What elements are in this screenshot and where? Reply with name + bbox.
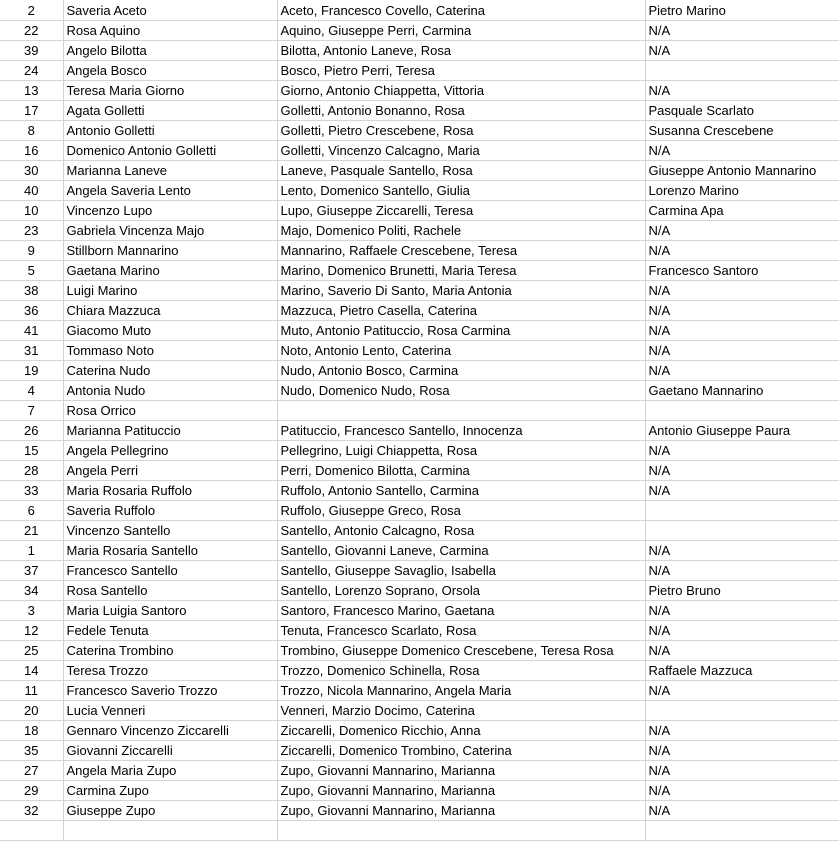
- cell-name[interactable]: Tommaso Noto: [63, 340, 277, 360]
- cell-parents[interactable]: Lupo, Giuseppe Ziccarelli, Teresa: [277, 200, 645, 220]
- cell-godparent[interactable]: N/A: [645, 780, 839, 800]
- table-row: [0, 340, 839, 360]
- cell-name[interactable]: Saveria Ruffolo: [63, 500, 277, 520]
- cell-godparent[interactable]: N/A: [645, 560, 839, 580]
- cell-name[interactable]: Angelo Bilotta: [63, 40, 277, 60]
- cell-godparent[interactable]: N/A: [645, 280, 839, 300]
- cell-number[interactable]: 26: [0, 420, 63, 440]
- table-row: [0, 600, 839, 620]
- cell-godparent[interactable]: Raffaele Mazzuca: [645, 660, 839, 680]
- table-row: [0, 160, 839, 180]
- cell-number[interactable]: 17: [0, 100, 63, 120]
- cell-number[interactable]: 10: [0, 200, 63, 220]
- cell-parents[interactable]: Golletti, Vincenzo Calcagno, Maria: [277, 140, 645, 160]
- table-row: [0, 780, 839, 800]
- cell-number[interactable]: 38: [0, 280, 63, 300]
- cell-name[interactable]: Stillborn Mannarino: [63, 240, 277, 260]
- cell-number[interactable]: 29: [0, 780, 63, 800]
- cell-name[interactable]: Angela Maria Zupo: [63, 760, 277, 780]
- cell-parents[interactable]: Lento, Domenico Santello, Giulia: [277, 180, 645, 200]
- cell-name[interactable]: Saveria Aceto: [63, 0, 277, 20]
- cell-number[interactable]: 15: [0, 440, 63, 460]
- cell-name[interactable]: Maria Rosaria Ruffolo: [63, 480, 277, 500]
- table-row: [0, 480, 839, 500]
- cell-name[interactable]: Francesco Santello: [63, 560, 277, 580]
- cell-parents[interactable]: Bilotta, Antonio Laneve, Rosa: [277, 40, 645, 60]
- cell-parents[interactable]: Golletti, Pietro Crescebene, Rosa: [277, 120, 645, 140]
- cell-parents[interactable]: Laneve, Pasquale Santello, Rosa: [277, 160, 645, 180]
- cell-name[interactable]: Vincenzo Santello: [63, 520, 277, 540]
- cell-number[interactable]: 2: [0, 0, 63, 20]
- cell-parents[interactable]: Aquino, Giuseppe Perri, Carmina: [277, 20, 645, 40]
- table-row: [0, 280, 839, 300]
- cell-name[interactable]: Francesco Saverio Trozzo: [63, 680, 277, 700]
- cell-parents[interactable]: Golletti, Antonio Bonanno, Rosa: [277, 100, 645, 120]
- table-row: [0, 100, 839, 120]
- table-row: [0, 20, 839, 40]
- cell-number[interactable]: 6: [0, 500, 63, 520]
- cell-number[interactable]: 5: [0, 260, 63, 280]
- cell-number[interactable]: 27: [0, 760, 63, 780]
- cell-godparent[interactable]: N/A: [645, 20, 839, 40]
- cell-godparent[interactable]: N/A: [645, 600, 839, 620]
- cell-godparent[interactable]: N/A: [645, 680, 839, 700]
- cell-name[interactable]: Giovanni Ziccarelli: [63, 740, 277, 760]
- cell-godparent[interactable]: N/A: [645, 740, 839, 760]
- cell-godparent[interactable]: Pietro Marino: [645, 0, 839, 20]
- cell-godparent[interactable]: Carmina Apa: [645, 200, 839, 220]
- cell-name[interactable]: Domenico Antonio Golletti: [63, 140, 277, 160]
- cell-number[interactable]: 41: [0, 320, 63, 340]
- table-row: [0, 800, 839, 820]
- cell-parents[interactable]: Pellegrino, Luigi Chiappetta, Rosa: [277, 440, 645, 460]
- cell-number[interactable]: 32: [0, 800, 63, 820]
- cell-name[interactable]: Maria Luigia Santoro: [63, 600, 277, 620]
- cell-number[interactable]: 35: [0, 740, 63, 760]
- table-row: [0, 180, 839, 200]
- cell-godparent[interactable]: N/A: [645, 640, 839, 660]
- cell-godparent[interactable]: N/A: [645, 720, 839, 740]
- cell-godparent[interactable]: N/A: [645, 220, 839, 240]
- cell-godparent[interactable]: N/A: [645, 320, 839, 340]
- cell-name[interactable]: Gabriela Vincenza Majo: [63, 220, 277, 240]
- cell-godparent[interactable]: Lorenzo Marino: [645, 180, 839, 200]
- cell-parents[interactable]: Trombino, Giuseppe Domenico Crescebene, Teresa Rosa: [277, 640, 645, 660]
- table-row: [0, 700, 839, 720]
- cell-number[interactable]: 9: [0, 240, 63, 260]
- cell-godparent[interactable]: [645, 500, 839, 520]
- cell-parents[interactable]: Mannarino, Raffaele Crescebene, Teresa: [277, 240, 645, 260]
- cell-parents[interactable]: Santello, Giuseppe Savaglio, Isabella: [277, 560, 645, 580]
- empty-cell[interactable]: [277, 820, 645, 840]
- table-row: [0, 0, 839, 20]
- table-row: [0, 740, 839, 760]
- cell-number[interactable]: 25: [0, 640, 63, 660]
- cell-godparent[interactable]: N/A: [645, 360, 839, 380]
- cell-godparent[interactable]: N/A: [645, 300, 839, 320]
- cell-name[interactable]: Angela Saveria Lento: [63, 180, 277, 200]
- cell-godparent[interactable]: Giuseppe Antonio Mannarino: [645, 160, 839, 180]
- cell-name[interactable]: Rosa Orrico: [63, 400, 277, 420]
- cell-name[interactable]: Agata Golletti: [63, 100, 277, 120]
- cell-parents[interactable]: Santello, Lorenzo Soprano, Orsola: [277, 580, 645, 600]
- cell-parents[interactable]: Ziccarelli, Domenico Ricchio, Anna: [277, 720, 645, 740]
- cell-name[interactable]: Marianna Laneve: [63, 160, 277, 180]
- table-row: [0, 220, 839, 240]
- cell-name[interactable]: Rosa Santello: [63, 580, 277, 600]
- cell-number[interactable]: 40: [0, 180, 63, 200]
- cell-godparent[interactable]: [645, 520, 839, 540]
- cell-number[interactable]: 39: [0, 40, 63, 60]
- cell-parents[interactable]: Noto, Antonio Lento, Caterina: [277, 340, 645, 360]
- cell-godparent[interactable]: N/A: [645, 140, 839, 160]
- cell-number[interactable]: 37: [0, 560, 63, 580]
- cell-parents[interactable]: Trozzo, Nicola Mannarino, Angela Maria: [277, 680, 645, 700]
- cell-number[interactable]: 19: [0, 360, 63, 380]
- cell-name[interactable]: Rosa Aquino: [63, 20, 277, 40]
- cell-number[interactable]: 11: [0, 680, 63, 700]
- cell-godparent[interactable]: Antonio Giuseppe Paura: [645, 420, 839, 440]
- cell-number[interactable]: 34: [0, 580, 63, 600]
- table-row: [0, 620, 839, 640]
- cell-number[interactable]: 8: [0, 120, 63, 140]
- table-row: [0, 200, 839, 220]
- cell-number[interactable]: 30: [0, 160, 63, 180]
- table-row: [0, 260, 839, 280]
- cell-parents[interactable]: Perri, Domenico Bilotta, Carmina: [277, 460, 645, 480]
- table-row: [0, 140, 839, 160]
- cell-parents[interactable]: Patituccio, Francesco Santello, Innocenza: [277, 420, 645, 440]
- table-row: [0, 580, 839, 600]
- cell-name[interactable]: Chiara Mazzuca: [63, 300, 277, 320]
- cell-number[interactable]: 22: [0, 20, 63, 40]
- table-row: [0, 60, 839, 80]
- cell-godparent[interactable]: Pasquale Scarlato: [645, 100, 839, 120]
- cell-parents[interactable]: Aceto, Francesco Covello, Caterina: [277, 0, 645, 20]
- cell-parents[interactable]: Tenuta, Francesco Scarlato, Rosa: [277, 620, 645, 640]
- cell-name[interactable]: Angela Bosco: [63, 60, 277, 80]
- cell-name[interactable]: Gennaro Vincenzo Ziccarelli: [63, 720, 277, 740]
- cell-number[interactable]: 20: [0, 700, 63, 720]
- cell-name[interactable]: Caterina Trombino: [63, 640, 277, 660]
- cell-number[interactable]: 1: [0, 540, 63, 560]
- cell-name[interactable]: Angela Perri: [63, 460, 277, 480]
- table-row: [0, 720, 839, 740]
- cell-number[interactable]: 4: [0, 380, 63, 400]
- cell-godparent[interactable]: N/A: [645, 540, 839, 560]
- cell-parents[interactable]: Santello, Antonio Calcagno, Rosa: [277, 520, 645, 540]
- cell-name[interactable]: Teresa Maria Giorno: [63, 80, 277, 100]
- table-row: [0, 80, 839, 100]
- cell-parents[interactable]: Zupo, Giovanni Mannarino, Marianna: [277, 800, 645, 820]
- table-row: [0, 540, 839, 560]
- table-row: [0, 760, 839, 780]
- cell-name[interactable]: Luigi Marino: [63, 280, 277, 300]
- cell-number[interactable]: 18: [0, 720, 63, 740]
- cell-number[interactable]: 13: [0, 80, 63, 100]
- cell-parents[interactable]: Mazzuca, Pietro Casella, Caterina: [277, 300, 645, 320]
- cell-godparent[interactable]: N/A: [645, 40, 839, 60]
- cell-parents[interactable]: Trozzo, Domenico Schinella, Rosa: [277, 660, 645, 680]
- cell-parents[interactable]: Ziccarelli, Domenico Trombino, Caterina: [277, 740, 645, 760]
- table-row: [0, 520, 839, 540]
- cell-number[interactable]: 36: [0, 300, 63, 320]
- cell-parents[interactable]: Muto, Antonio Patituccio, Rosa Carmina: [277, 320, 645, 340]
- cell-parents[interactable]: Venneri, Marzio Docimo, Caterina: [277, 700, 645, 720]
- cell-godparent[interactable]: N/A: [645, 620, 839, 640]
- empty-cell[interactable]: [645, 820, 839, 840]
- cell-parents[interactable]: Nudo, Antonio Bosco, Carmina: [277, 360, 645, 380]
- cell-number[interactable]: 23: [0, 220, 63, 240]
- table-row: [0, 680, 839, 700]
- cell-name[interactable]: Caterina Nudo: [63, 360, 277, 380]
- cell-name[interactable]: Antonia Nudo: [63, 380, 277, 400]
- cell-godparent[interactable]: Francesco Santoro: [645, 260, 839, 280]
- cell-name[interactable]: Fedele Tenuta: [63, 620, 277, 640]
- cell-name[interactable]: Vincenzo Lupo: [63, 200, 277, 220]
- cell-parents[interactable]: Marino, Saverio Di Santo, Maria Antonia: [277, 280, 645, 300]
- cell-parents[interactable]: Marino, Domenico Brunetti, Maria Teresa: [277, 260, 645, 280]
- table-row: [0, 460, 839, 480]
- cell-godparent[interactable]: N/A: [645, 800, 839, 820]
- table-row: [0, 320, 839, 340]
- cell-parents[interactable]: Giorno, Antonio Chiappetta, Vittoria: [277, 80, 645, 100]
- cell-godparent[interactable]: N/A: [645, 760, 839, 780]
- table-row: [0, 560, 839, 580]
- cell-godparent[interactable]: N/A: [645, 480, 839, 500]
- cell-number[interactable]: 7: [0, 400, 63, 420]
- cell-name[interactable]: Maria Rosaria Santello: [63, 540, 277, 560]
- empty-cell[interactable]: [63, 820, 277, 840]
- cell-godparent[interactable]: Gaetano Mannarino: [645, 380, 839, 400]
- cell-parents[interactable]: Santello, Giovanni Laneve, Carmina: [277, 540, 645, 560]
- cell-godparent[interactable]: Pietro Bruno: [645, 580, 839, 600]
- table-row: [0, 360, 839, 380]
- cell-number[interactable]: 12: [0, 620, 63, 640]
- cell-godparent[interactable]: [645, 60, 839, 80]
- table-row: [0, 440, 839, 460]
- table-row: [0, 40, 839, 60]
- cell-godparent[interactable]: N/A: [645, 440, 839, 460]
- cell-parents[interactable]: Zupo, Giovanni Mannarino, Marianna: [277, 760, 645, 780]
- cell-number[interactable]: 14: [0, 660, 63, 680]
- table-row: [0, 240, 839, 260]
- table-row: [0, 120, 839, 140]
- table-row: [0, 420, 839, 440]
- cell-parents[interactable]: Ruffolo, Antonio Santello, Carmina: [277, 480, 645, 500]
- empty-cell[interactable]: [0, 820, 63, 840]
- cell-name[interactable]: Teresa Trozzo: [63, 660, 277, 680]
- cell-godparent[interactable]: N/A: [645, 460, 839, 480]
- cell-number[interactable]: 31: [0, 340, 63, 360]
- table-row: [0, 660, 839, 680]
- table-row: [0, 380, 839, 400]
- table-row: [0, 400, 839, 420]
- cell-parents[interactable]: Zupo, Giovanni Mannarino, Marianna: [277, 780, 645, 800]
- cell-name[interactable]: Antonio Golletti: [63, 120, 277, 140]
- cell-name[interactable]: Giuseppe Zupo: [63, 800, 277, 820]
- cell-parents[interactable]: Nudo, Domenico Nudo, Rosa: [277, 380, 645, 400]
- empty-row: [0, 820, 839, 840]
- table-row: [0, 500, 839, 520]
- cell-number[interactable]: 3: [0, 600, 63, 620]
- cell-number[interactable]: 16: [0, 140, 63, 160]
- cell-parents[interactable]: [277, 400, 645, 420]
- cell-parents[interactable]: Ruffolo, Giuseppe Greco, Rosa: [277, 500, 645, 520]
- cell-name[interactable]: Giacomo Muto: [63, 320, 277, 340]
- cell-number[interactable]: 24: [0, 60, 63, 80]
- cell-parents[interactable]: Santoro, Francesco Marino, Gaetana: [277, 600, 645, 620]
- cell-name[interactable]: Angela Pellegrino: [63, 440, 277, 460]
- cell-godparent[interactable]: N/A: [645, 340, 839, 360]
- cell-number[interactable]: 21: [0, 520, 63, 540]
- cell-number[interactable]: 28: [0, 460, 63, 480]
- cell-name[interactable]: Marianna Patituccio: [63, 420, 277, 440]
- cell-godparent[interactable]: N/A: [645, 240, 839, 260]
- cell-godparent[interactable]: [645, 700, 839, 720]
- cell-godparent[interactable]: N/A: [645, 80, 839, 100]
- cell-name[interactable]: Gaetana Marino: [63, 260, 277, 280]
- cell-godparent[interactable]: [645, 400, 839, 420]
- cell-parents[interactable]: Bosco, Pietro Perri, Teresa: [277, 60, 645, 80]
- cell-name[interactable]: Lucia Venneri: [63, 700, 277, 720]
- cell-godparent[interactable]: Susanna Crescebene: [645, 120, 839, 140]
- cell-name[interactable]: Carmina Zupo: [63, 780, 277, 800]
- cell-parents[interactable]: Majo, Domenico Politi, Rachele: [277, 220, 645, 240]
- table-row: [0, 640, 839, 660]
- cell-number[interactable]: 33: [0, 480, 63, 500]
- table-row: [0, 300, 839, 320]
